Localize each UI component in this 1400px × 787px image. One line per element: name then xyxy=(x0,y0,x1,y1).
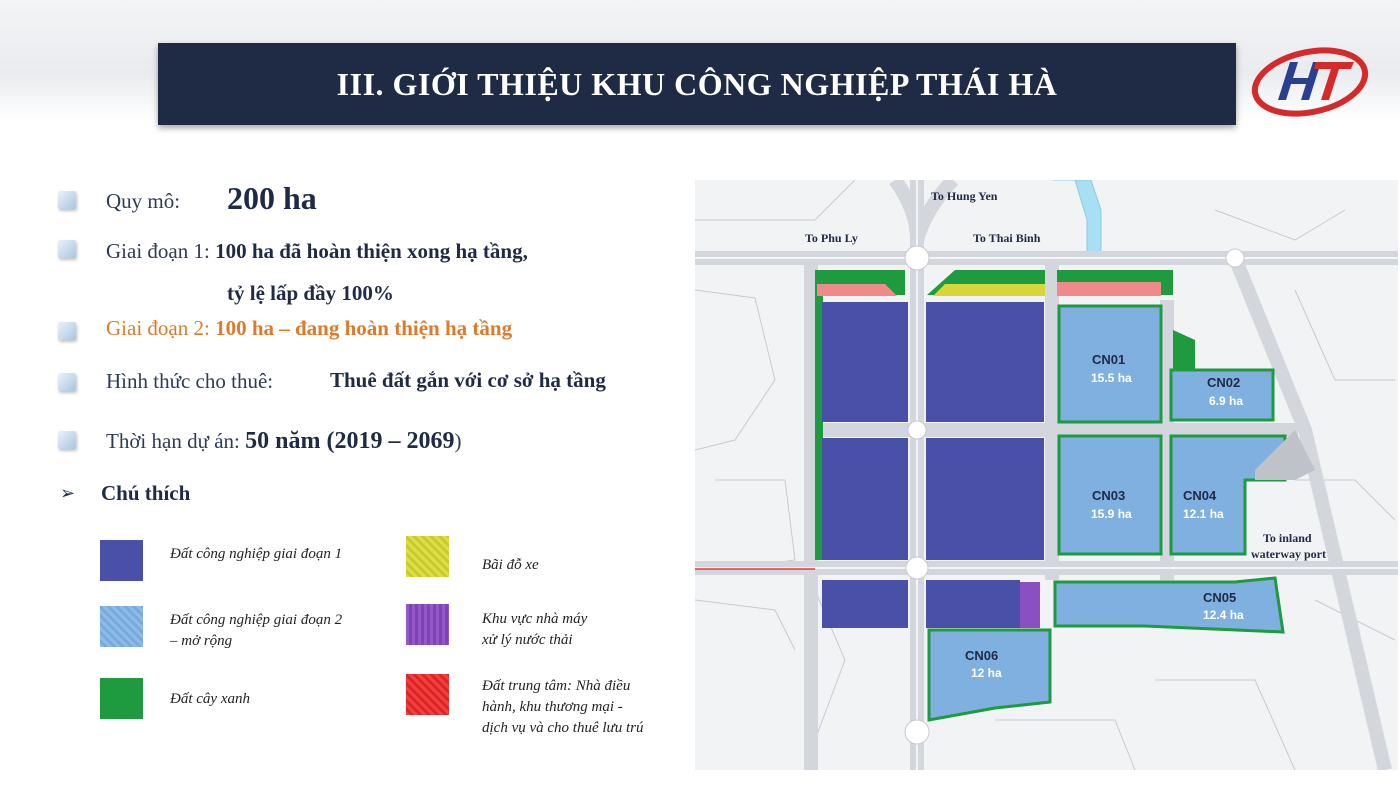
zone-area-cn03: 15.9 ha xyxy=(1091,507,1132,521)
zone-code-cn03: CN03 xyxy=(1092,488,1126,503)
bullet-icon xyxy=(58,240,76,258)
zone-area-cn04: 12.1 ha xyxy=(1183,507,1224,521)
legend-swatch-industrial-phase2 xyxy=(100,606,143,647)
legend-swatch-center-land xyxy=(406,674,449,715)
zone-code-cn02: CN02 xyxy=(1207,375,1241,390)
direction-waterway-port: waterway port xyxy=(1251,547,1326,561)
page-title: III. GIỚI THIỆU KHU CÔNG NGHIỆP THÁI HÀ xyxy=(336,65,1058,102)
phase1-value: 100 ha đã hoàn thiện xong hạ tầng, xyxy=(215,239,528,263)
zone-code-cn01: CN01 xyxy=(1092,352,1126,367)
title-bar xyxy=(158,43,1236,125)
bullet-icon xyxy=(58,431,76,449)
lease-value: Thuê đất gắn với cơ sở hạ tầng xyxy=(330,368,606,392)
scale-label: Quy mô: xyxy=(106,189,181,213)
direction-hung-yen: To Hung Yen xyxy=(931,189,998,203)
phase1-label: Giai đoạn 1: xyxy=(106,239,216,263)
zone-code-cn06: CN06 xyxy=(965,648,999,663)
legend-label-line: Khu vực nhà máy xyxy=(482,611,588,627)
zone-code-cn05: CN05 xyxy=(1203,590,1237,605)
industrial-park-map xyxy=(695,180,1398,770)
legend-label-parking: Bãi đỗ xe xyxy=(482,557,539,573)
phase2-label: Giai đoạn 2: xyxy=(106,316,216,340)
legend-swatch-wastewater xyxy=(406,604,449,645)
legend-swatch-green-land xyxy=(100,678,143,719)
zone-code-cn04: CN04 xyxy=(1183,488,1217,503)
phase2-value: 100 ha – đang hoàn thiện hạ tầng xyxy=(215,316,513,340)
scale-value: 200 ha xyxy=(227,180,317,216)
bullet-icon xyxy=(58,322,76,340)
legend-swatch-industrial-phase1 xyxy=(100,540,143,581)
phase1-row xyxy=(106,239,528,264)
term-row xyxy=(106,428,461,455)
legend-label-wastewater xyxy=(482,609,587,651)
term-suffix: ) xyxy=(454,429,462,453)
legend-label-line: dịch vụ và cho thuê lưu trú xyxy=(482,720,644,736)
legend-title: Chú thích xyxy=(101,481,191,505)
arrow-bullet-icon: ➢ xyxy=(60,483,76,503)
zone-area-cn06: 12 ha xyxy=(971,666,1002,680)
term-value: 50 năm (2019 – 2069 xyxy=(245,428,455,454)
legend-label-industrial-phase2 xyxy=(170,610,342,652)
zone-area-cn02: 6.9 ha xyxy=(1209,394,1244,408)
phase1-value-2: tỷ lệ lấp đầy 100% xyxy=(227,281,394,305)
legend-label-industrial-phase1: Đất công nghiệp giai đoạn 1 xyxy=(170,546,343,562)
bullet-icon xyxy=(58,191,76,209)
legend-swatch-parking xyxy=(406,536,449,577)
zone-area-cn01: 15.5 ha xyxy=(1091,371,1132,385)
legend-label-line: hành, khu thương mại - xyxy=(482,699,623,715)
legend-label-line: xử lý nước thải xyxy=(482,632,573,648)
legend-label-line: – mở rộng xyxy=(170,633,233,649)
legend-label-line: Đất trung tâm: Nhà điều xyxy=(482,678,631,694)
ht-logo-icon xyxy=(1250,42,1370,122)
legend-label-green-land: Đất cây xanh xyxy=(170,691,250,707)
direction-thai-binh: To Thai Binh xyxy=(973,231,1041,245)
term-label: Thời hạn dự án: xyxy=(106,429,246,453)
lease-label: Hình thức cho thuê: xyxy=(106,369,274,393)
phase2-row xyxy=(106,316,512,341)
legend-label-center-land xyxy=(482,676,643,739)
bullet-icon xyxy=(58,373,76,391)
scale-row xyxy=(106,189,180,214)
direction-inland: To inland xyxy=(1263,531,1312,545)
zone-area-cn05: 12.4 ha xyxy=(1203,608,1244,622)
legend-label-line: Đất công nghiệp giai đoạn 2 xyxy=(170,612,343,628)
direction-phu-ly: To Phu Ly xyxy=(805,231,858,245)
